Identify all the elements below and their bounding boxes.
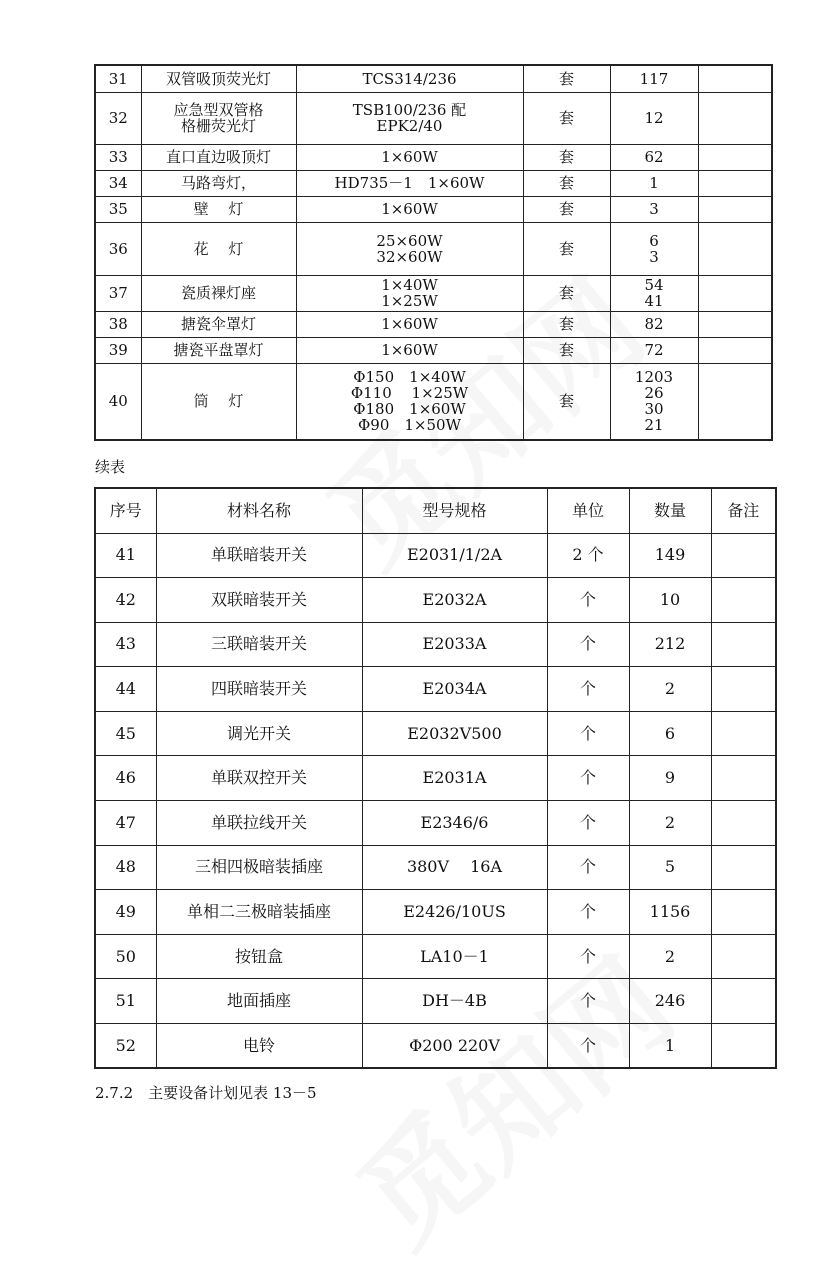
cell-line: 72 xyxy=(644,341,664,359)
cell-qty xyxy=(610,222,698,275)
cell-spec: E2031A xyxy=(362,756,547,801)
cell-note xyxy=(698,92,772,144)
cell-note xyxy=(711,622,776,667)
cell-name: 双联暗装开关 xyxy=(156,578,362,623)
cell-note xyxy=(698,363,772,440)
cell-note xyxy=(711,801,776,846)
cell-no: 38 xyxy=(95,311,141,337)
cell-line: EPK2/40 xyxy=(376,117,443,135)
cell-spec xyxy=(296,363,523,440)
table-row xyxy=(95,65,772,92)
table-row xyxy=(95,311,772,337)
cell-line: 21 xyxy=(644,416,664,435)
cell-name xyxy=(141,222,296,275)
cell-unit: 套 xyxy=(523,311,610,337)
cell-qty: 149 xyxy=(629,533,711,578)
cell-spec: E2346/6 xyxy=(362,801,547,846)
lighting-materials-table xyxy=(94,64,773,441)
cell-note xyxy=(698,311,772,337)
cell-no: 32 xyxy=(95,92,141,144)
table-row xyxy=(95,275,772,311)
cell-line: 直口直边吸顶灯 xyxy=(165,148,271,166)
table-row xyxy=(95,363,772,440)
switch-table-body xyxy=(95,533,776,1068)
table-row xyxy=(95,1024,776,1069)
header-cell-no: 序号 xyxy=(95,488,156,533)
cell-unit: 套 xyxy=(523,196,610,222)
cell-unit: 套 xyxy=(523,275,610,311)
header-cell-name: 材料名称 xyxy=(156,488,362,533)
table-row xyxy=(95,170,772,196)
cell-spec: E2034A xyxy=(362,667,547,712)
cell-no: 48 xyxy=(95,845,156,890)
cell-unit: 个 xyxy=(547,667,629,712)
table-header-row xyxy=(95,488,776,533)
cell-qty: 6 xyxy=(629,711,711,756)
table-continued-caption: 续表 xyxy=(95,458,126,476)
header-cell-unit: 单位 xyxy=(547,488,629,533)
table-row xyxy=(95,890,776,935)
cell-no: 39 xyxy=(95,337,141,363)
cell-note xyxy=(711,979,776,1024)
cell-no: 50 xyxy=(95,934,156,979)
cell-unit: 套 xyxy=(523,363,610,440)
cell-spec xyxy=(296,222,523,275)
cell-qty: 2 xyxy=(629,801,711,846)
cell-qty: 5 xyxy=(629,845,711,890)
cell-name: 电铃 xyxy=(156,1024,362,1069)
cell-line: 1 xyxy=(649,174,659,192)
cell-qty: 1 xyxy=(629,1024,711,1069)
cell-name xyxy=(141,311,296,337)
cell-line: 瓷质裸灯座 xyxy=(180,284,256,302)
cell-name: 调光开关 xyxy=(156,711,362,756)
cell-spec: E2031/1/2A xyxy=(362,533,547,578)
cell-unit: 个 xyxy=(547,979,629,1024)
cell-note xyxy=(711,890,776,935)
cell-unit: 2 个 xyxy=(547,533,629,578)
cell-no: 36 xyxy=(95,222,141,275)
cell-line: 1×60W xyxy=(381,148,438,166)
cell-no: 47 xyxy=(95,801,156,846)
cell-qty xyxy=(610,92,698,144)
cell-line: 6 xyxy=(649,231,659,250)
cell-no: 31 xyxy=(95,65,141,92)
table-row xyxy=(95,667,776,712)
cell-name: 单相二三极暗装插座 xyxy=(156,890,362,935)
cell-line: 壁 灯 xyxy=(193,200,244,218)
table-row xyxy=(95,801,776,846)
cell-line: 26 xyxy=(644,384,664,403)
cell-line: 41 xyxy=(644,292,664,310)
cell-note xyxy=(698,170,772,196)
cell-line: Φ90 1×50W xyxy=(357,416,461,435)
cell-name xyxy=(141,275,296,311)
cell-line: 马路弯灯， xyxy=(180,174,256,192)
cell-no: 43 xyxy=(95,622,156,667)
cell-unit: 套 xyxy=(523,92,610,144)
cell-name: 三相四极暗装插座 xyxy=(156,845,362,890)
cell-spec xyxy=(296,196,523,222)
cell-spec xyxy=(296,311,523,337)
cell-line: Φ150 1×40W xyxy=(353,368,466,387)
cell-line: 筒 灯 xyxy=(193,392,244,411)
cell-note xyxy=(711,756,776,801)
table-row xyxy=(95,337,772,363)
table-row xyxy=(95,711,776,756)
cell-no: 51 xyxy=(95,979,156,1024)
cell-spec: E2032A xyxy=(362,578,547,623)
cell-line: 30 xyxy=(644,400,664,419)
cell-name: 四联暗装开关 xyxy=(156,667,362,712)
cell-qty xyxy=(610,196,698,222)
cell-line: 25×60W xyxy=(376,231,443,250)
cell-unit: 套 xyxy=(523,222,610,275)
cell-no: 34 xyxy=(95,170,141,196)
cell-line: 3 xyxy=(649,200,659,218)
cell-qty xyxy=(610,144,698,170)
cell-name xyxy=(141,170,296,196)
switch-materials-table xyxy=(94,487,777,1069)
cell-spec: E2033A xyxy=(362,622,547,667)
cell-unit: 个 xyxy=(547,934,629,979)
cell-unit: 套 xyxy=(523,65,610,92)
cell-line: 1×40W xyxy=(381,276,438,294)
table-row xyxy=(95,622,776,667)
cell-name xyxy=(141,363,296,440)
cell-unit: 个 xyxy=(547,845,629,890)
cell-note xyxy=(698,144,772,170)
cell-no: 37 xyxy=(95,275,141,311)
cell-line: 1×60W xyxy=(381,315,438,333)
table-row xyxy=(95,578,776,623)
cell-spec: Φ200 220V xyxy=(362,1024,547,1069)
cell-line: 117 xyxy=(639,69,669,88)
header-cell-note: 备注 xyxy=(711,488,776,533)
cell-no: 40 xyxy=(95,363,141,440)
cell-name xyxy=(141,92,296,144)
cell-line: 82 xyxy=(644,315,664,333)
cell-name: 三联暗装开关 xyxy=(156,622,362,667)
cell-qty: 10 xyxy=(629,578,711,623)
cell-qty xyxy=(610,311,698,337)
cell-spec xyxy=(296,275,523,311)
cell-name: 单联双控开关 xyxy=(156,756,362,801)
cell-name xyxy=(141,144,296,170)
cell-qty xyxy=(610,65,698,92)
cell-spec: 380V 16A xyxy=(362,845,547,890)
table-row xyxy=(95,979,776,1024)
lighting-table-body xyxy=(95,65,772,440)
cell-qty: 9 xyxy=(629,756,711,801)
cell-note xyxy=(711,533,776,578)
cell-qty: 1156 xyxy=(629,890,711,935)
cell-note xyxy=(711,934,776,979)
cell-line: 1203 xyxy=(634,368,674,387)
header-cell-qty: 数量 xyxy=(629,488,711,533)
cell-note xyxy=(711,578,776,623)
table-row xyxy=(95,92,772,144)
cell-no: 41 xyxy=(95,533,156,578)
section-footer-text: 2.7.2 主要设备计划见表 13－5 xyxy=(95,1084,317,1102)
cell-note xyxy=(698,196,772,222)
cell-note xyxy=(698,275,772,311)
cell-line: 双管吸顶荧光灯 xyxy=(165,69,271,88)
cell-line: 12 xyxy=(644,109,664,127)
cell-unit: 套 xyxy=(523,170,610,196)
cell-no: 52 xyxy=(95,1024,156,1069)
cell-spec xyxy=(296,170,523,196)
table-row xyxy=(95,533,776,578)
cell-unit: 个 xyxy=(547,890,629,935)
cell-name: 按钮盒 xyxy=(156,934,362,979)
cell-spec xyxy=(296,65,523,92)
cell-line: 搪瓷伞罩灯 xyxy=(180,315,256,333)
cell-note xyxy=(711,711,776,756)
cell-qty xyxy=(610,363,698,440)
cell-note xyxy=(711,845,776,890)
cell-line: 54 xyxy=(644,276,664,294)
cell-name: 地面插座 xyxy=(156,979,362,1024)
cell-spec: E2032V500 xyxy=(362,711,547,756)
cell-unit: 个 xyxy=(547,801,629,846)
cell-no: 49 xyxy=(95,890,156,935)
cell-qty xyxy=(610,170,698,196)
cell-line: 格栅荧光灯 xyxy=(180,117,256,135)
cell-no: 45 xyxy=(95,711,156,756)
cell-spec: E2426/10US xyxy=(362,890,547,935)
cell-line: 搪瓷平盘罩灯 xyxy=(173,341,264,359)
cell-qty: 212 xyxy=(629,622,711,667)
cell-unit: 个 xyxy=(547,756,629,801)
cell-name xyxy=(141,196,296,222)
table-row xyxy=(95,196,772,222)
cell-unit: 套 xyxy=(523,337,610,363)
cell-line: TCS314/236 xyxy=(362,69,457,88)
table-row xyxy=(95,845,776,890)
cell-spec xyxy=(296,144,523,170)
cell-line: Φ180 1×60W xyxy=(353,400,466,419)
cell-line: TSB100/236 配 xyxy=(352,101,467,119)
cell-name xyxy=(141,337,296,363)
cell-note xyxy=(698,65,772,92)
cell-line: 32×60W xyxy=(376,247,443,266)
cell-qty: 2 xyxy=(629,667,711,712)
cell-spec: LA10－1 xyxy=(362,934,547,979)
table-row xyxy=(95,934,776,979)
cell-line: 1×60W xyxy=(381,200,438,218)
cell-spec: DH－4B xyxy=(362,979,547,1024)
cell-name: 单联暗装开关 xyxy=(156,533,362,578)
cell-name: 单联拉线开关 xyxy=(156,801,362,846)
cell-no: 33 xyxy=(95,144,141,170)
cell-qty: 246 xyxy=(629,979,711,1024)
cell-no: 42 xyxy=(95,578,156,623)
cell-line: 3 xyxy=(649,247,659,266)
cell-spec xyxy=(296,92,523,144)
cell-note xyxy=(698,222,772,275)
cell-unit: 个 xyxy=(547,622,629,667)
cell-spec xyxy=(296,337,523,363)
cell-unit: 个 xyxy=(547,578,629,623)
cell-line: 1×60W xyxy=(381,341,438,359)
cell-line: 62 xyxy=(644,148,664,166)
cell-line: 花 灯 xyxy=(193,239,244,258)
cell-no: 44 xyxy=(95,667,156,712)
cell-name xyxy=(141,65,296,92)
cell-no: 46 xyxy=(95,756,156,801)
table-row xyxy=(95,144,772,170)
cell-unit: 个 xyxy=(547,711,629,756)
table-row xyxy=(95,756,776,801)
table-row xyxy=(95,222,772,275)
cell-line: 1×25W xyxy=(381,292,438,310)
cell-line: HD735－1 1×60W xyxy=(334,174,485,192)
cell-note xyxy=(698,337,772,363)
cell-note xyxy=(711,667,776,712)
cell-line: Φ110 1×25W xyxy=(350,384,469,403)
cell-qty xyxy=(610,337,698,363)
cell-no: 35 xyxy=(95,196,141,222)
header-cell-spec: 型号规格 xyxy=(362,488,547,533)
cell-line: 应急型双管格 xyxy=(173,101,264,119)
cell-unit: 个 xyxy=(547,1024,629,1069)
cell-note xyxy=(711,1024,776,1069)
cell-unit: 套 xyxy=(523,144,610,170)
cell-qty xyxy=(610,275,698,311)
cell-qty: 2 xyxy=(629,934,711,979)
